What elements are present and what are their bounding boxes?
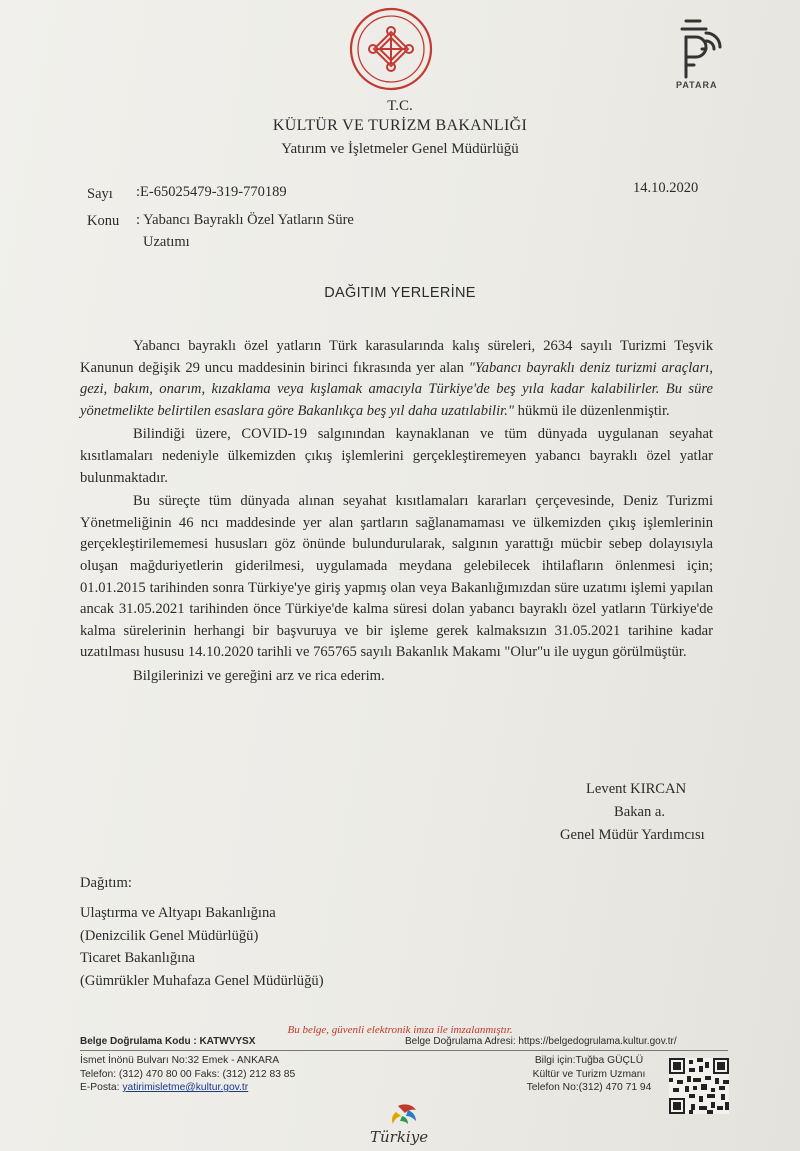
paragraph-2: Bilindiği üzere, COVID-19 salgınından kaynaklanan ve tüm dünyada uygulanan seyahat kısıtlamaları nedeniyle ülkemizden çıkış işlemlerini gerçekleştiremeyen yabancı bayraklı özel yatlar bulunmaktadır. bbox=[80, 426, 713, 486]
footer-info-contact: Bilgi için:Tuğba GÜÇLÜ bbox=[534, 1055, 644, 1066]
paragraph-3: Bu süreçte tüm dünyada alınan seyahat kısıtlamaları kararları çerçevesinde, Deniz Turizmi Yönetmeliğinin 46 ncı maddesinde yer alan şartların sağlanamaması ve ülkemizden çıkış işlemlerinin gerçekleştirilememesi hususları göz önünde bulundurularak, salgının yarattığı mücbir sebep dolayısıyla oluşan mağduriyetlerin giderilmesi, uygulamada meydana gelebilecek ihtilafların önlenmesi için; 01.01.2015 tarihinden sonra Türkiye'ye giriş yapmış olan veya Bakanlığımızdan süre uzatımı işlemi yapılan ancak 31.05.2021 tarihinden önce Türkiye'de kalma süresi dolan yabancı bayraklı özel yatların Türkiye'de kalma sürelerinin herhangi bir başvuruya ve bir işleme gerek kalmaksızın 31.05.2021 tarihine kadar uzatılması hususu 14.10.2020 tarihli ve 765765 sayılı Bakanlık Makamı "Olur"u ile uygun görülmüştür. bbox=[80, 493, 713, 661]
footer-info-title: Kültür ve Turizm Uzmanı bbox=[532, 1068, 646, 1080]
header-department: Yatırım ve İşletmeler Genel Müdürlüğü bbox=[281, 141, 519, 157]
footer-contact bbox=[80, 1054, 295, 1095]
verification-address[interactable]: Belge Doğrulama Adresi: https://belgedogrulama.kultur.gov.tr/ bbox=[405, 1036, 677, 1047]
paragraph-1-end: hükmü ile düzenlenmiştir. bbox=[514, 402, 670, 419]
footer-address: İsmet İnönü Bulvarı No:32 Emek - ANKARA bbox=[80, 1055, 280, 1066]
konu-label: Konu bbox=[87, 213, 120, 229]
distribution-title: DAĞITIM YERLERİNE bbox=[324, 285, 476, 301]
esign-note: Bu belge, güvenli elektronik imza ile imzalanmıştır. bbox=[287, 1024, 513, 1036]
law-quote: "Yabancı bayraklı deniz turizmi araçları, gezi, bakım, onarım, kızaklama veya kışlamak amacıyla Türkiye'de beş yıla kadar kalabilirler. Bu süre yönetmelikte belirtilen esaslara göre Bakanlıkça beş yıl daha uzatılabilir." bbox=[80, 359, 713, 419]
footer-email-row bbox=[80, 1081, 295, 1095]
letter-body bbox=[80, 336, 713, 690]
distribution-item: Ulaştırma ve Altyapı Bakanlığına bbox=[80, 905, 276, 921]
sayi-value: :E-65025479-319-770189 bbox=[136, 184, 287, 200]
signatory-on-behalf: Bakan a. bbox=[614, 804, 666, 820]
header-tc: T.C. bbox=[387, 98, 413, 114]
distribution-item: (Gümrükler Muhafaza Genel Müdürlüğü) bbox=[80, 972, 324, 989]
distribution-item: (Denizcilik Genel Müdürlüğü) bbox=[80, 927, 259, 944]
verification-code: Belge Doğrulama Kodu : KATWVYSX bbox=[80, 1036, 256, 1047]
distribution-item: Ticaret Bakanlığına bbox=[80, 950, 195, 966]
paragraph-4: Bilgilerinizi ve gereğini arz ve rica ederim. bbox=[133, 667, 385, 684]
header-ministry: KÜLTÜR VE TURİZM BAKANLIĞI bbox=[272, 117, 528, 134]
footer-divider bbox=[80, 1050, 728, 1051]
footer-info-phone: Telefon No:(312) 470 71 94 bbox=[526, 1082, 652, 1094]
footer-phone-fax: Telefon: (312) 470 80 00 Faks: (312) 212 83 85 bbox=[80, 1068, 296, 1080]
sayi-label: Sayı bbox=[87, 186, 113, 202]
ministry-seal-logo bbox=[349, 7, 433, 91]
qr-code-icon bbox=[669, 1058, 729, 1114]
turkiye-logo-text: Türkiye bbox=[370, 1128, 429, 1146]
document-date: 14.10.2020 bbox=[633, 180, 699, 196]
footer-info bbox=[514, 1054, 664, 1095]
patara-logo-text: PATARA bbox=[676, 80, 718, 90]
paragraph-1 bbox=[80, 336, 713, 422]
konu-value: : Yabancı Bayraklı Özel Yatların Süre bbox=[136, 212, 354, 228]
distribution-list bbox=[80, 902, 324, 992]
turkiye-logo bbox=[360, 1102, 440, 1148]
footer-email-label: E-Posta: bbox=[80, 1082, 123, 1094]
konu-value-continued: Uzatımı bbox=[143, 234, 190, 250]
paragraph-1-text: Yabancı bayraklı özel yatların Türk karasularında kalış süreleri, 2634 sayılı Turizmi Teşvik Kanunun değişik 29 uncu maddesinin birinci fıkrasında yer alan bbox=[80, 338, 713, 376]
distribution-label: Dağıtım: bbox=[80, 875, 132, 891]
footer-email-link[interactable]: yatirimisletme@kultur.gov.tr bbox=[122, 1082, 249, 1094]
signatory-name: Levent KIRCAN bbox=[586, 781, 687, 797]
signature-block bbox=[560, 778, 730, 847]
signatory-title: Genel Müdür Yardımcısı bbox=[560, 827, 705, 843]
